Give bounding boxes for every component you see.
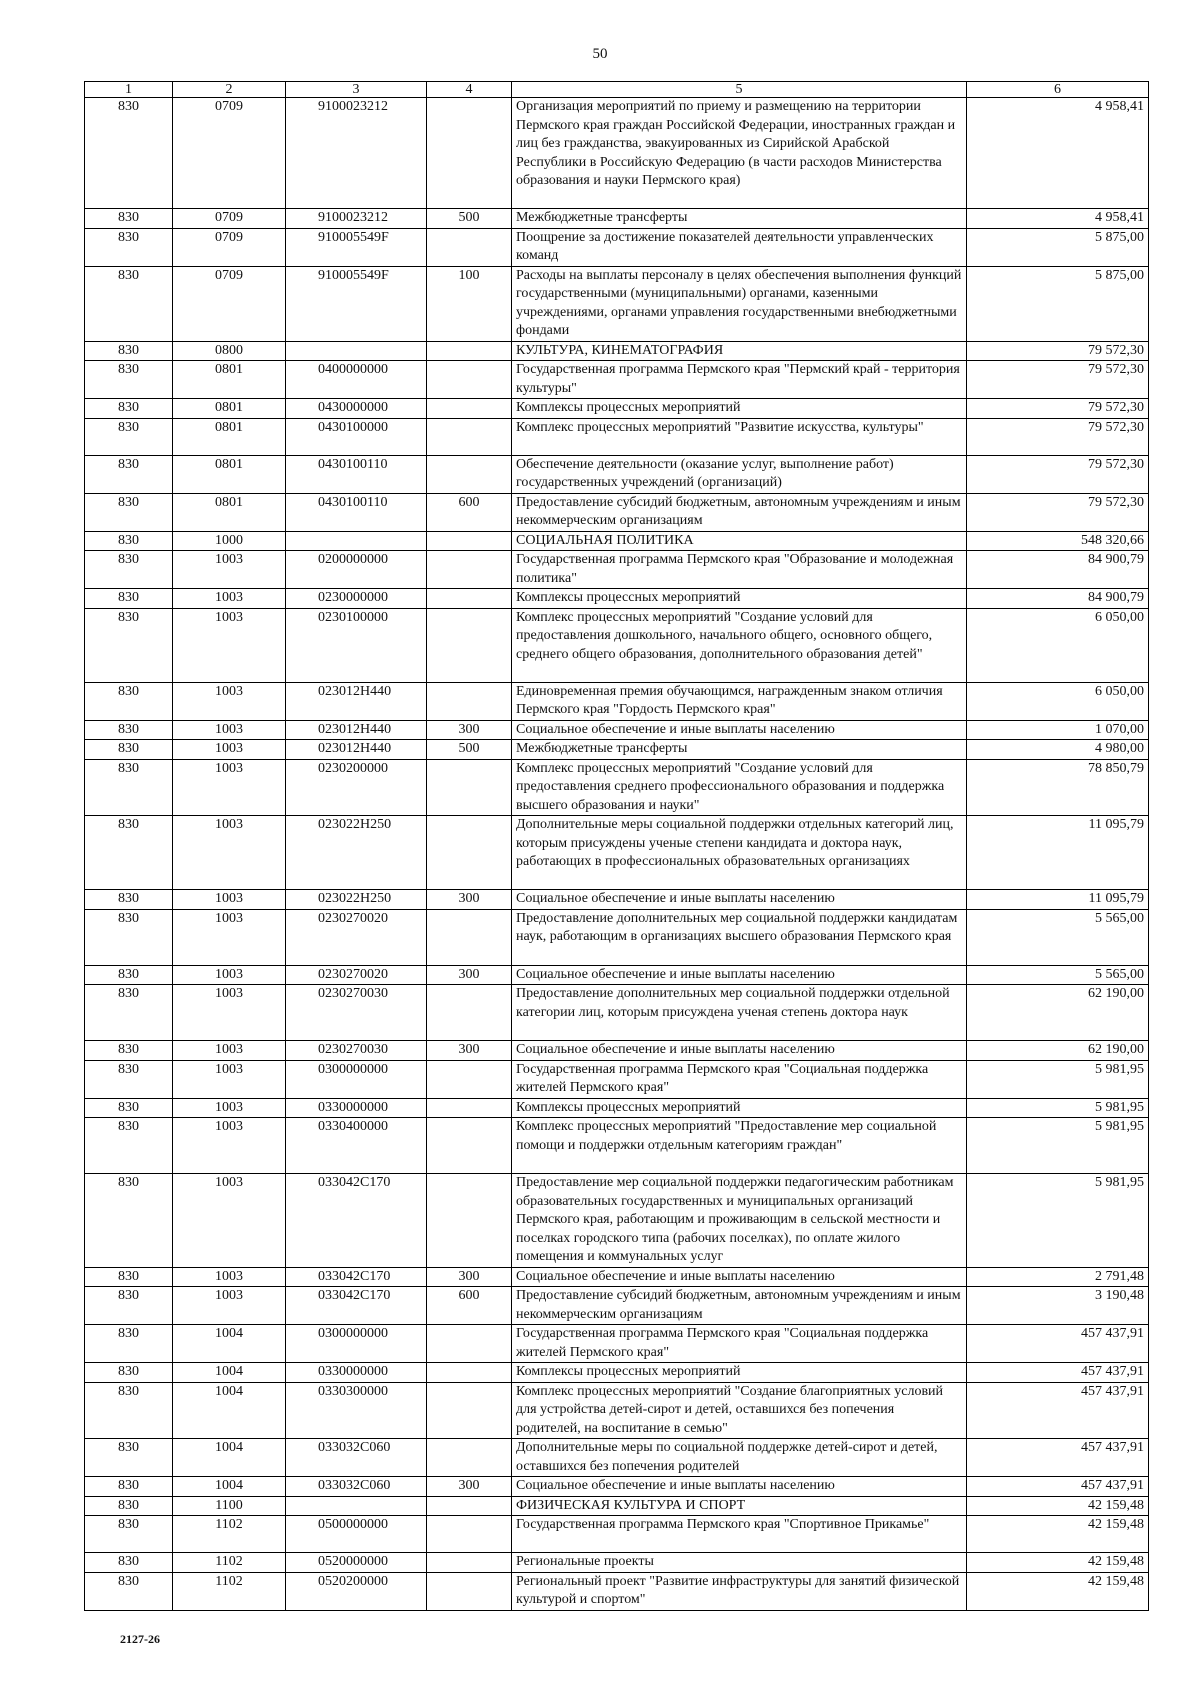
description-cell: Региональные проекты — [512, 1553, 967, 1573]
table-row — [85, 890, 1149, 910]
expense-type-cell: 600 — [427, 493, 512, 531]
ved-cell: 830 — [85, 1572, 173, 1610]
page-number: 50 — [592, 46, 608, 62]
amount-cell: 79 572,30 — [967, 455, 1149, 493]
amount-cell: 4 958,41 — [967, 209, 1149, 229]
target-article-cell: 0230000000 — [286, 589, 427, 609]
table-row — [85, 720, 1149, 740]
section-cell: 1003 — [173, 816, 286, 890]
expense-type-cell — [427, 418, 512, 455]
description-cell: ФИЗИЧЕСКАЯ КУЛЬТУРА И СПОРТ — [512, 1496, 967, 1516]
ved-cell: 830 — [85, 816, 173, 890]
section-cell: 1004 — [173, 1325, 286, 1363]
ved-cell: 830 — [85, 1496, 173, 1516]
description-cell: Предоставление субсидий бюджетным, автономным учреждениям и иным некоммерческим организациям — [512, 493, 967, 531]
section-cell: 1003 — [173, 1174, 286, 1268]
expense-type-cell — [427, 1516, 512, 1553]
expense-type-cell: 300 — [427, 1477, 512, 1497]
target-article-cell: 910005549F — [286, 266, 427, 341]
expense-type-cell — [427, 551, 512, 589]
table-row — [85, 740, 1149, 760]
table-row — [85, 493, 1149, 531]
description-cell: Предоставление субсидий бюджетным, автономным учреждениям и иным некоммерческим организациям — [512, 1287, 967, 1325]
section-cell: 1102 — [173, 1516, 286, 1553]
expense-type-cell: 500 — [427, 209, 512, 229]
target-article-cell — [286, 531, 427, 551]
section-cell: 1003 — [173, 1041, 286, 1061]
table-row — [85, 418, 1149, 455]
ved-cell: 830 — [85, 551, 173, 589]
expense-type-cell — [427, 1098, 512, 1118]
ved-cell: 830 — [85, 493, 173, 531]
description-cell: Предоставление мер социальной поддержки педагогическим работникам образовательных государственных и муниципальных организаций Пермского края, работающим и проживающим в сельской местности и поселках городского типа (рабочих поселках), по оплате жилого помещения и коммунальных услуг — [512, 1174, 967, 1268]
target-article-cell: 9100023212 — [286, 209, 427, 229]
amount-cell: 457 437,91 — [967, 1325, 1149, 1363]
table-row — [85, 98, 1149, 209]
target-article-cell: 023022Н250 — [286, 816, 427, 890]
table-row — [85, 455, 1149, 493]
description-cell: Предоставление дополнительных мер социальной поддержки отдельной категории лиц, которым присуждена ученая степень доктора наук — [512, 985, 967, 1041]
expense-type-cell — [427, 341, 512, 361]
description-cell: Расходы на выплаты персоналу в целях обеспечения выполнения функций государственными (муниципальными) органами, казенными учреждениями, органами управления государственными внебюджетными фондами — [512, 266, 967, 341]
table-row — [85, 1572, 1149, 1610]
expense-type-cell — [427, 1325, 512, 1363]
amount-cell: 84 900,79 — [967, 589, 1149, 609]
target-article-cell: 023012Н440 — [286, 720, 427, 740]
amount-cell: 5 875,00 — [967, 228, 1149, 266]
amount-cell: 6 050,00 — [967, 608, 1149, 682]
target-article-cell — [286, 341, 427, 361]
ved-cell: 830 — [85, 98, 173, 209]
target-article-cell: 0300000000 — [286, 1325, 427, 1363]
ved-cell: 830 — [85, 455, 173, 493]
header-col-2: 2 — [173, 82, 286, 98]
ved-cell: 830 — [85, 361, 173, 399]
ved-cell: 830 — [85, 1553, 173, 1573]
table-row — [85, 1287, 1149, 1325]
ved-cell: 830 — [85, 759, 173, 816]
description-cell: Комплексы процессных мероприятий — [512, 1363, 967, 1383]
target-article-cell: 0500000000 — [286, 1516, 427, 1553]
amount-cell: 5 565,00 — [967, 909, 1149, 965]
section-cell: 1100 — [173, 1496, 286, 1516]
header-row — [85, 82, 1149, 98]
table-row — [85, 1098, 1149, 1118]
ved-cell: 830 — [85, 1098, 173, 1118]
amount-cell: 457 437,91 — [967, 1363, 1149, 1383]
amount-cell: 2 791,48 — [967, 1267, 1149, 1287]
table-row — [85, 228, 1149, 266]
ved-cell: 830 — [85, 1041, 173, 1061]
amount-cell: 3 190,48 — [967, 1287, 1149, 1325]
ved-cell: 830 — [85, 965, 173, 985]
target-article-cell: 0520200000 — [286, 1572, 427, 1610]
expense-type-cell — [427, 985, 512, 1041]
ved-cell: 830 — [85, 1060, 173, 1098]
table-row — [85, 1267, 1149, 1287]
target-article-cell: 0200000000 — [286, 551, 427, 589]
description-cell: Дополнительные меры социальной поддержки отдельных категорий лиц, которым присуждены ученые степени кандидата и доктора наук, работающих в профессиональных образовательных организациях — [512, 816, 967, 890]
ved-cell: 830 — [85, 589, 173, 609]
section-cell: 0709 — [173, 228, 286, 266]
description-cell: Социальное обеспечение и иные выплаты населению — [512, 1041, 967, 1061]
target-article-cell: 023022Н250 — [286, 890, 427, 910]
description-cell: Комплекс процессных мероприятий "Предоставление мер социальной помощи и поддержки отдельным категориям граждан" — [512, 1118, 967, 1174]
expense-type-cell — [427, 1060, 512, 1098]
amount-cell: 78 850,79 — [967, 759, 1149, 816]
ved-cell: 830 — [85, 909, 173, 965]
description-cell: Социальное обеспечение и иные выплаты населению — [512, 720, 967, 740]
expense-type-cell — [427, 682, 512, 720]
table-row — [85, 341, 1149, 361]
header-col-6: 6 — [967, 82, 1149, 98]
section-cell: 0709 — [173, 98, 286, 209]
section-cell: 1003 — [173, 720, 286, 740]
description-cell: Комплексы процессных мероприятий — [512, 1098, 967, 1118]
expense-type-cell — [427, 228, 512, 266]
section-cell: 1000 — [173, 531, 286, 551]
amount-cell: 11 095,79 — [967, 890, 1149, 910]
amount-cell: 79 572,30 — [967, 341, 1149, 361]
table-header — [85, 82, 1149, 98]
description-cell: Дополнительные меры по социальной поддержке детей-сирот и детей, оставшихся без попечения родителей — [512, 1439, 967, 1477]
ved-cell: 830 — [85, 682, 173, 720]
amount-cell: 79 572,30 — [967, 399, 1149, 419]
target-article-cell: 033042С170 — [286, 1287, 427, 1325]
expense-type-cell — [427, 1496, 512, 1516]
table-row — [85, 965, 1149, 985]
amount-cell: 548 320,66 — [967, 531, 1149, 551]
target-article-cell: 0330000000 — [286, 1098, 427, 1118]
amount-cell: 62 190,00 — [967, 1041, 1149, 1061]
amount-cell: 1 070,00 — [967, 720, 1149, 740]
table-row — [85, 531, 1149, 551]
section-cell: 1003 — [173, 740, 286, 760]
target-article-cell — [286, 1496, 427, 1516]
expense-type-cell — [427, 1363, 512, 1383]
amount-cell: 4 980,00 — [967, 740, 1149, 760]
section-cell: 0801 — [173, 418, 286, 455]
table-row — [85, 1041, 1149, 1061]
expense-type-cell — [427, 531, 512, 551]
section-cell: 1003 — [173, 965, 286, 985]
expense-type-cell: 300 — [427, 1041, 512, 1061]
amount-cell: 79 572,30 — [967, 361, 1149, 399]
target-article-cell: 0330300000 — [286, 1382, 427, 1439]
section-cell: 0709 — [173, 209, 286, 229]
ved-cell: 830 — [85, 1363, 173, 1383]
section-cell: 1003 — [173, 682, 286, 720]
ved-cell: 830 — [85, 266, 173, 341]
description-cell: Комплексы процессных мероприятий — [512, 589, 967, 609]
description-cell: Государственная программа Пермского края "Социальная поддержка жителей Пермского края" — [512, 1060, 967, 1098]
description-cell: Поощрение за достижение показателей деятельности управленческих команд — [512, 228, 967, 266]
description-cell: Межбюджетные трансферты — [512, 740, 967, 760]
amount-cell: 84 900,79 — [967, 551, 1149, 589]
ved-cell: 830 — [85, 341, 173, 361]
section-cell: 0801 — [173, 361, 286, 399]
header-col-1: 1 — [85, 82, 173, 98]
ved-cell: 830 — [85, 985, 173, 1041]
target-article-cell: 023012Н440 — [286, 740, 427, 760]
table-row — [85, 1118, 1149, 1174]
description-cell: Комплекс процессных мероприятий "Создание условий для предоставления среднего профессионального образования и поддержка высшего образования и науки" — [512, 759, 967, 816]
description-cell: Государственная программа Пермского края "Спортивное Прикамье" — [512, 1516, 967, 1553]
section-cell: 1003 — [173, 551, 286, 589]
description-cell: Социальное обеспечение и иные выплаты населению — [512, 890, 967, 910]
header-col-5: 5 — [512, 82, 967, 98]
section-cell: 1003 — [173, 1267, 286, 1287]
amount-cell: 79 572,30 — [967, 418, 1149, 455]
table-row — [85, 1439, 1149, 1477]
table-row — [85, 266, 1149, 341]
description-cell: Социальное обеспечение и иные выплаты населению — [512, 965, 967, 985]
description-cell: Региональный проект "Развитие инфраструктуры для занятий физической культурой и спортом" — [512, 1572, 967, 1610]
table-row — [85, 1496, 1149, 1516]
ved-cell: 830 — [85, 1287, 173, 1325]
expense-type-cell: 300 — [427, 1267, 512, 1287]
section-cell: 0801 — [173, 455, 286, 493]
table-row — [85, 816, 1149, 890]
expense-type-cell — [427, 608, 512, 682]
section-cell: 1003 — [173, 1060, 286, 1098]
description-cell: Предоставление дополнительных мер социальной поддержки кандидатам наук, работающим в организациях высшего образования Пермского края — [512, 909, 967, 965]
ved-cell: 830 — [85, 1477, 173, 1497]
ved-cell: 830 — [85, 890, 173, 910]
description-cell: Межбюджетные трансферты — [512, 209, 967, 229]
table-row — [85, 551, 1149, 589]
section-cell: 1004 — [173, 1363, 286, 1383]
description-cell: Комплексы процессных мероприятий — [512, 399, 967, 419]
expense-type-cell: 500 — [427, 740, 512, 760]
expense-type-cell: 100 — [427, 266, 512, 341]
table-row — [85, 1363, 1149, 1383]
expense-type-cell: 300 — [427, 965, 512, 985]
amount-cell: 42 159,48 — [967, 1496, 1149, 1516]
target-article-cell: 9100023212 — [286, 98, 427, 209]
amount-cell: 79 572,30 — [967, 493, 1149, 531]
amount-cell: 62 190,00 — [967, 985, 1149, 1041]
section-cell: 1102 — [173, 1572, 286, 1610]
ved-cell: 830 — [85, 720, 173, 740]
amount-cell: 457 437,91 — [967, 1382, 1149, 1439]
amount-cell: 5 981,95 — [967, 1098, 1149, 1118]
section-cell: 1003 — [173, 589, 286, 609]
amount-cell: 5 875,00 — [967, 266, 1149, 341]
target-article-cell: 0300000000 — [286, 1060, 427, 1098]
target-article-cell: 0230270030 — [286, 1041, 427, 1061]
table-row — [85, 682, 1149, 720]
section-cell: 1004 — [173, 1439, 286, 1477]
description-cell: Социальное обеспечение и иные выплаты населению — [512, 1477, 967, 1497]
section-cell: 0801 — [173, 493, 286, 531]
budget-table — [84, 81, 1149, 1611]
target-article-cell: 910005549F — [286, 228, 427, 266]
target-article-cell: 0430100000 — [286, 418, 427, 455]
description-cell: КУЛЬТУРА, КИНЕМАТОГРАФИЯ — [512, 341, 967, 361]
expense-type-cell — [427, 816, 512, 890]
ved-cell: 830 — [85, 1516, 173, 1553]
description-cell: Государственная программа Пермского края "Пермский край - территория культуры" — [512, 361, 967, 399]
target-article-cell: 0230200000 — [286, 759, 427, 816]
target-article-cell: 033032С060 — [286, 1439, 427, 1477]
section-cell: 1003 — [173, 1098, 286, 1118]
ved-cell: 830 — [85, 228, 173, 266]
table-row — [85, 1060, 1149, 1098]
target-article-cell: 0400000000 — [286, 361, 427, 399]
table-row — [85, 1325, 1149, 1363]
table-row — [85, 399, 1149, 419]
ved-cell: 830 — [85, 1267, 173, 1287]
ved-cell: 830 — [85, 399, 173, 419]
section-cell: 1004 — [173, 1382, 286, 1439]
section-cell: 1102 — [173, 1553, 286, 1573]
expense-type-cell — [427, 1572, 512, 1610]
table-row — [85, 209, 1149, 229]
ved-cell: 830 — [85, 418, 173, 455]
expense-type-cell — [427, 98, 512, 209]
description-cell: Государственная программа Пермского края "Социальная поддержка жителей Пермского края" — [512, 1325, 967, 1363]
amount-cell: 5 981,95 — [967, 1118, 1149, 1174]
section-cell: 1003 — [173, 608, 286, 682]
description-cell: СОЦИАЛЬНАЯ ПОЛИТИКА — [512, 531, 967, 551]
ved-cell: 830 — [85, 1382, 173, 1439]
ved-cell: 830 — [85, 1325, 173, 1363]
description-cell: Государственная программа Пермского края "Образование и молодежная политика" — [512, 551, 967, 589]
description-cell: Обеспечение деятельности (оказание услуг, выполнение работ) государственных учреждений (организаций) — [512, 455, 967, 493]
table-row — [85, 608, 1149, 682]
document-code: 2127-26 — [120, 1632, 160, 1646]
expense-type-cell — [427, 455, 512, 493]
table-row — [85, 759, 1149, 816]
amount-cell: 457 437,91 — [967, 1477, 1149, 1497]
section-cell: 1003 — [173, 890, 286, 910]
table-row — [85, 1516, 1149, 1553]
expense-type-cell — [427, 1439, 512, 1477]
target-article-cell: 033042С170 — [286, 1174, 427, 1268]
target-article-cell: 0430100110 — [286, 493, 427, 531]
table-row — [85, 589, 1149, 609]
target-article-cell: 0230270020 — [286, 965, 427, 985]
section-cell: 1003 — [173, 1287, 286, 1325]
target-article-cell: 0230270020 — [286, 909, 427, 965]
expense-type-cell — [427, 759, 512, 816]
section-cell: 0709 — [173, 266, 286, 341]
section-cell: 0800 — [173, 341, 286, 361]
description-cell: Комплекс процессных мероприятий "Создание благоприятных условий для устройства детей-сирот и детей, оставшихся без попечения родителей, на воспитание в семью" — [512, 1382, 967, 1439]
description-cell: Организация мероприятий по приему и размещению на территории Пермского края граждан Российской Федерации, иностранных граждан и лиц без гражданства, эвакуированных из Сирийской Арабской Республики в Российскую Федерацию (в части расходов Министерства образования и науки Пермского края) — [512, 98, 967, 209]
ved-cell: 830 — [85, 1174, 173, 1268]
description-cell: Комплекс процессных мероприятий "Создание условий для предоставления дошкольного, начального общего, основного общего, среднего общего образования, дополнительного образования детей" — [512, 608, 967, 682]
amount-cell: 5 981,95 — [967, 1174, 1149, 1268]
table-row — [85, 1382, 1149, 1439]
target-article-cell: 0230270030 — [286, 985, 427, 1041]
amount-cell: 42 159,48 — [967, 1553, 1149, 1573]
description-cell: Социальное обеспечение и иные выплаты населению — [512, 1267, 967, 1287]
target-article-cell: 0430100110 — [286, 455, 427, 493]
target-article-cell: 033032С060 — [286, 1477, 427, 1497]
amount-cell: 6 050,00 — [967, 682, 1149, 720]
target-article-cell: 0230100000 — [286, 608, 427, 682]
amount-cell: 457 437,91 — [967, 1439, 1149, 1477]
table-body — [85, 98, 1149, 1611]
ved-cell: 830 — [85, 1118, 173, 1174]
target-article-cell: 0330000000 — [286, 1363, 427, 1383]
amount-cell: 5 565,00 — [967, 965, 1149, 985]
header-col-3: 3 — [286, 82, 427, 98]
ved-cell: 830 — [85, 1439, 173, 1477]
target-article-cell: 033042С170 — [286, 1267, 427, 1287]
expense-type-cell — [427, 1174, 512, 1268]
description-cell: Комплекс процессных мероприятий "Развитие искусства, культуры" — [512, 418, 967, 455]
table-row — [85, 909, 1149, 965]
amount-cell: 42 159,48 — [967, 1572, 1149, 1610]
amount-cell: 11 095,79 — [967, 816, 1149, 890]
expense-type-cell — [427, 1382, 512, 1439]
table-row — [85, 1553, 1149, 1573]
section-cell: 1003 — [173, 985, 286, 1041]
ved-cell: 830 — [85, 740, 173, 760]
expense-type-cell — [427, 589, 512, 609]
target-article-cell: 0430000000 — [286, 399, 427, 419]
section-cell: 1003 — [173, 759, 286, 816]
amount-cell: 4 958,41 — [967, 98, 1149, 209]
amount-cell: 42 159,48 — [967, 1516, 1149, 1553]
expense-type-cell — [427, 1553, 512, 1573]
table-row — [85, 985, 1149, 1041]
ved-cell: 830 — [85, 608, 173, 682]
target-article-cell: 023012Н440 — [286, 682, 427, 720]
table-row — [85, 1477, 1149, 1497]
target-article-cell: 0520000000 — [286, 1553, 427, 1573]
target-article-cell: 0330400000 — [286, 1118, 427, 1174]
amount-cell: 5 981,95 — [967, 1060, 1149, 1098]
table-row — [85, 1174, 1149, 1268]
section-cell: 1003 — [173, 909, 286, 965]
description-cell: Единовременная премия обучающимся, награжденным знаком отличия Пермского края "Гордость Пермского края" — [512, 682, 967, 720]
ved-cell: 830 — [85, 209, 173, 229]
expense-type-cell: 600 — [427, 1287, 512, 1325]
ved-cell: 830 — [85, 531, 173, 551]
header-col-4: 4 — [427, 82, 512, 98]
section-cell: 1003 — [173, 1118, 286, 1174]
section-cell: 1004 — [173, 1477, 286, 1497]
expense-type-cell — [427, 361, 512, 399]
expense-type-cell — [427, 909, 512, 965]
expense-type-cell: 300 — [427, 890, 512, 910]
table-row — [85, 361, 1149, 399]
section-cell: 0801 — [173, 399, 286, 419]
expense-type-cell — [427, 1118, 512, 1174]
expense-type-cell — [427, 399, 512, 419]
expense-type-cell: 300 — [427, 720, 512, 740]
